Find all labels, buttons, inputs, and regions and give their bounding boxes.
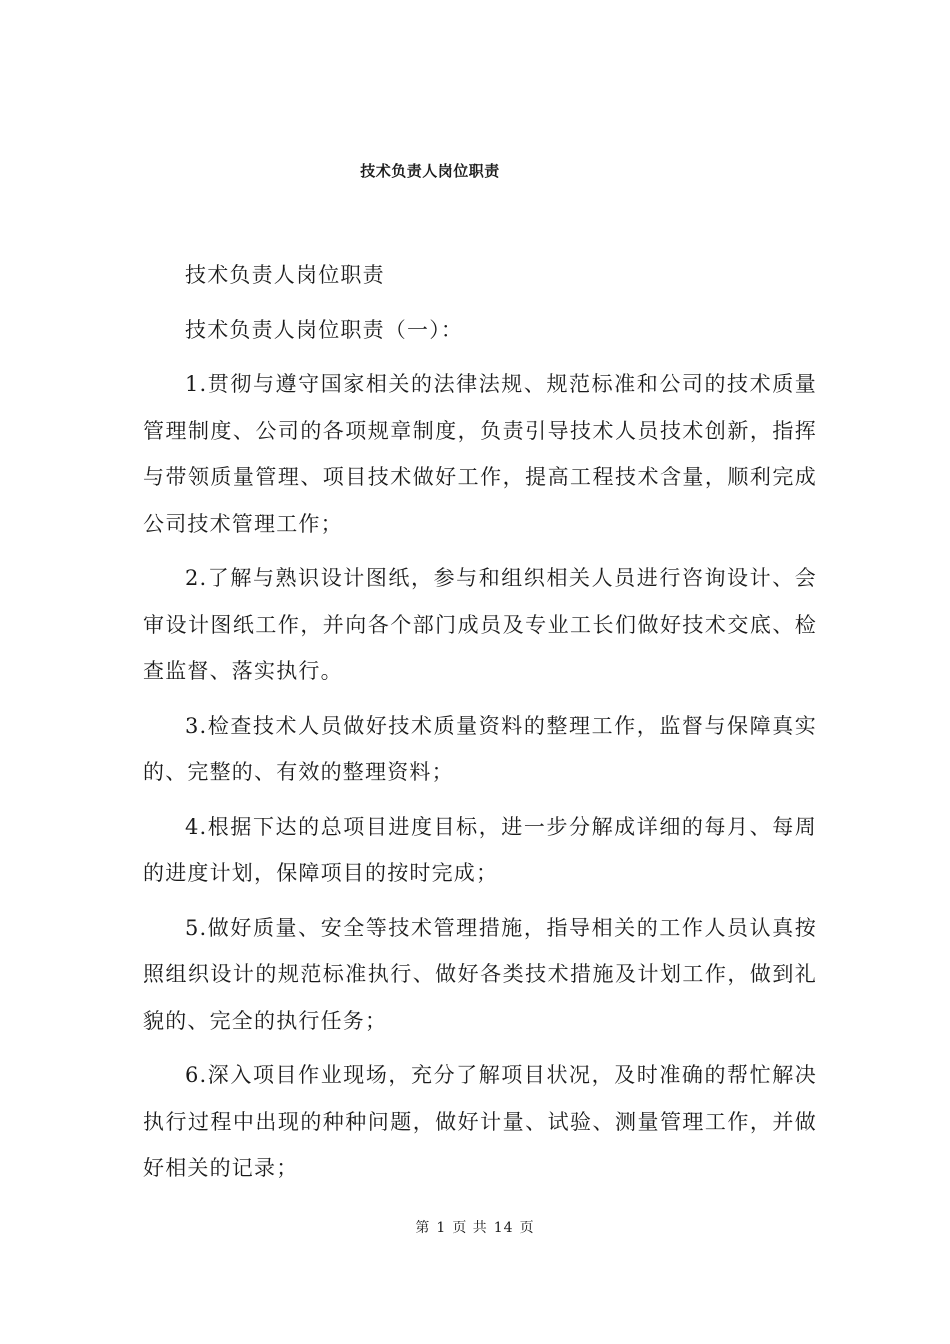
- footer-suffix: 页: [519, 1220, 535, 1236]
- paragraph-item-2: 2.了解与熟识设计图纸，参与和组织相关人员进行咨询设计、会审设计图纸工作，并向各个部门成员及专业工长们做好技术交底、检查监督、落实执行。: [143, 566, 817, 683]
- footer-middle: 页 共: [452, 1220, 488, 1236]
- paragraph-item-3: 3.检查技术人员做好技术质量资料的整理工作，监督与保障真实的、完整的、有效的整理资料；: [143, 713, 817, 784]
- footer-total-pages: 14: [493, 1220, 514, 1236]
- document-body: [143, 252, 817, 1200]
- document-header-title: 技术负责人岗位职责: [360, 162, 500, 180]
- page-footer: [0, 1217, 950, 1237]
- paragraph-heading: 技术负责人岗位职责: [185, 263, 385, 287]
- paragraph-item-6: 6.深入项目作业现场，充分了解项目状况，及时准确的帮忙解决执行过程中出现的种种问题，做好计量、试验、测量管理工作，并做好相关的记录；: [143, 1063, 817, 1180]
- paragraph-item-5: 5.做好质量、安全等技术管理措施，指导相关的工作人员认真按照组织设计的规范标准执行、做好各类技术措施及计划工作，做到礼貌的、完全的执行任务；: [143, 915, 817, 1033]
- paragraph-item-4: 4.根据下达的总项目进度目标，进一步分解成详细的每月、每周的进度计划，保障项目的按时完成；: [143, 814, 817, 885]
- paragraph-subheading: 技术负责人岗位职责（一）：: [185, 317, 464, 342]
- paragraph-item-1: 1.贯彻与遵守国家相关的法律法规、规范标准和公司的技术质量管理制度、公司的各项规章制度，负责引导技术人员技术创新，指挥与带领质量管理、项目技术做好工作，提高工程技术含量，顺利完成公司技术管理工作；: [143, 372, 817, 536]
- footer-current-page: 1: [436, 1220, 447, 1236]
- footer-prefix: 第: [415, 1220, 431, 1236]
